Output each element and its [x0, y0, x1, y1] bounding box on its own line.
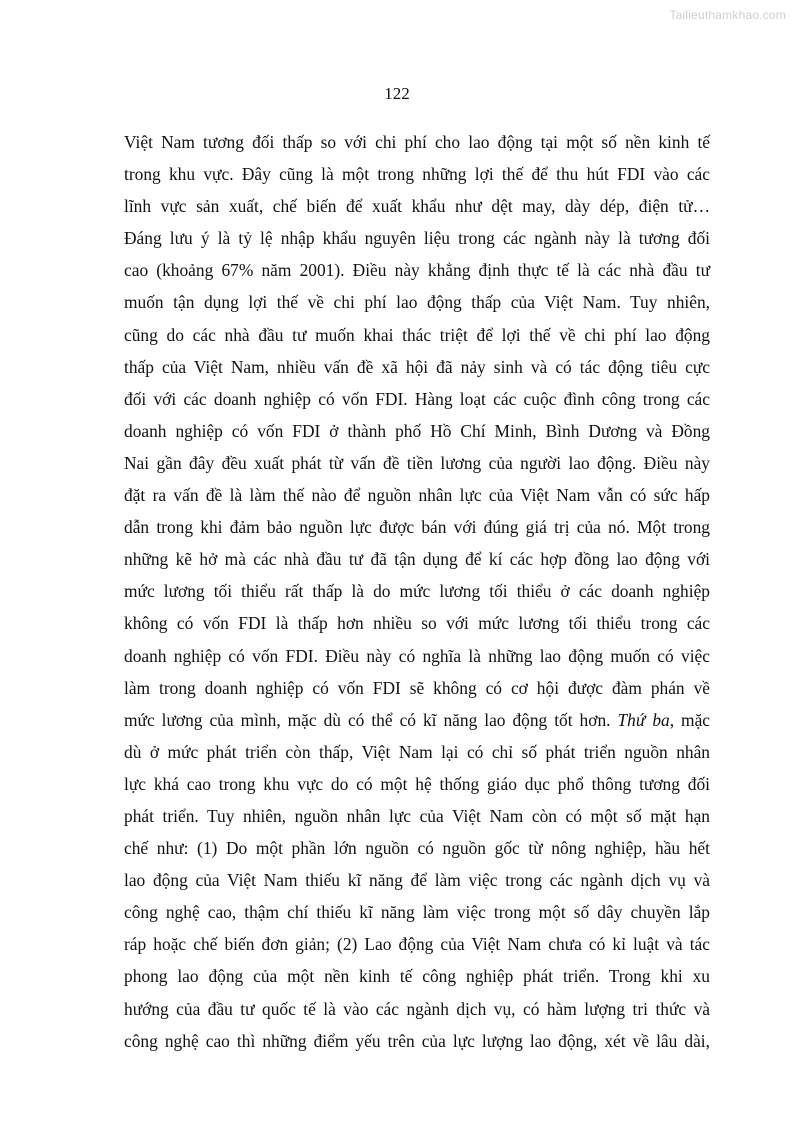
text-line-21: lực khá cao trong khu vực do có một hệ thống giáo dục phổ thông tương đối: [124, 773, 710, 794]
text-line-13: dẫn trong khi đảm bảo nguồn lực được bán với đúng giá trị của nó. Một trong: [124, 517, 710, 538]
text-line-25: công nghệ cao, thậm chí thiếu kĩ năng làm việc trong một số dây chuyền lắp: [124, 902, 710, 923]
text-line-26: ráp hoặc chế biến đơn giản; (2) Lao động của Việt Nam chưa có kỉ luật và tác: [124, 934, 710, 955]
text-line-15: mức lương tối thiểu rất thấp là do mức lương tối thiểu ở các doanh nghiệp: [124, 581, 710, 602]
watermark-text: Tailieuthamkhao.com: [669, 8, 786, 22]
text-line-18: làm trong doanh nghiệp có vốn FDI sẽ không có cơ hội được đàm phán về: [124, 677, 710, 698]
text-line-1: Việt Nam tương đối thấp so với chi phí cho lao động tại một số nền kinh tế: [124, 132, 710, 152]
text-line-14: những kẽ hở mà các nhà đầu tư đã tận dụng để kí các hợp đồng lao động với: [124, 549, 710, 570]
text-line-16: không có vốn FDI là thấp hơn nhiều so với mức lương tối thiểu trong các: [124, 613, 710, 634]
text-line-19-italic: Thứ ba: [617, 709, 670, 730]
text-line-28: hướng của đầu tư quốc tế là vào các ngành dịch vụ, có hàm lượng tri thức và: [124, 998, 710, 1019]
page-number: 122: [384, 84, 410, 103]
text-line-7: cũng do các nhà đầu tư muốn khai thác triệt để lợi thế về chi phí lao động: [124, 324, 710, 345]
text-line-5: cao (khoảng 67% năm 2001). Điều này khẳng định thực tế là các nhà đầu tư: [124, 260, 710, 281]
text-line-22: phát triển. Tuy nhiên, nguồn nhân lực của Việt Nam còn có một số mặt hạn: [124, 805, 710, 826]
text-line-8: thấp của Việt Nam, nhiều vấn đề xã hội đã nảy sinh và có tác động tiêu cực: [124, 356, 710, 377]
text-line-27: phong lao động của một nền kinh tế công nghiệp phát triển. Trong khi xu: [124, 966, 710, 987]
text-line-6: muốn tận dụng lợi thế về chi phí lao động thấp của Việt Nam. Tuy nhiên,: [124, 292, 710, 313]
text-line-12: đặt ra vấn đề là làm thế nào để nguồn nhân lực của Việt Nam vẫn có sức hấp: [124, 485, 710, 506]
text-line-4: Đáng lưu ý là tỷ lệ nhập khẩu nguyên liệu trong các ngành này là tương đối: [124, 228, 710, 249]
text-line-19-after: , mặc: [669, 709, 711, 730]
text-line-23: chế như: (1) Do một phần lớn nguồn có nguồn gốc từ nông nghiệp, hầu hết: [124, 838, 710, 859]
text-line-24: lao động của Việt Nam thiếu kĩ năng để làm việc trong các ngành dịch vụ và: [124, 870, 710, 891]
text-line-2: trong khu vực. Đây cũng là một trong những lợi thế để thu hút FDI vào các: [124, 164, 710, 185]
text-line-19: [124, 704, 710, 736]
text-line-3: lĩnh vực sản xuất, chế biến để xuất khẩu như dệt may, dày dép, điện tử…: [124, 196, 710, 217]
text-line-19-before: mức lương của mình, mặc dù có thể có kĩ năng lao động tốt hơn.: [124, 709, 618, 730]
text-line-11: Nai gần đây đều xuất phát từ vấn đề tiền lương của người lao động. Điều này: [124, 452, 710, 473]
text-line-9: đối với các doanh nghiệp có vốn FDI. Hàng loạt các cuộc đình công trong các: [124, 388, 710, 409]
text-line-29: công nghệ cao thì những điểm yếu trên của lực lượng lao động, xét về lâu dài,: [124, 1030, 710, 1051]
text-line-10: doanh nghiệp có vốn FDI ở thành phố Hồ Chí Minh, Bình Dương và Đồng: [124, 420, 710, 441]
body-paragraph: [124, 126, 710, 1057]
text-line-20: dù ở mức phát triển còn thấp, Việt Nam lại có chỉ số phát triển nguồn nhân: [124, 741, 710, 762]
text-line-17: doanh nghiệp có vốn FDI. Điều này có nghĩa là những lao động muốn có việc: [124, 645, 710, 666]
